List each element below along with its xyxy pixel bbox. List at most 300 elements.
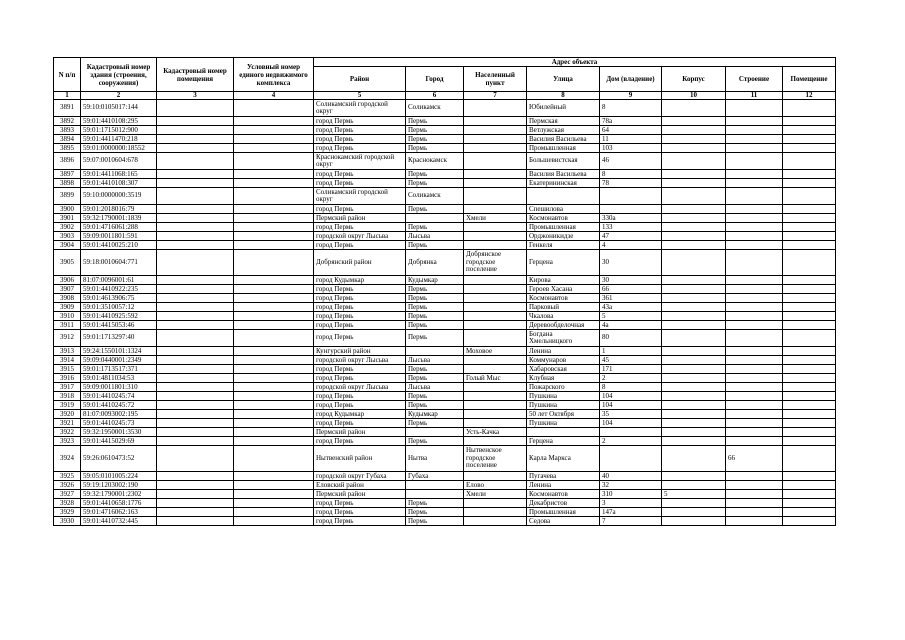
stroenie-cell <box>726 508 783 517</box>
kad-room-cell <box>157 276 234 285</box>
table-row <box>54 153 836 170</box>
gorod-cell: Краснокамск <box>406 153 464 170</box>
pomeshenie-cell <box>783 214 836 223</box>
rayon-cell: город Пермь <box>314 499 406 508</box>
pomeshenie-cell <box>783 428 836 437</box>
pomeshenie-cell <box>783 356 836 365</box>
ulica-cell: Юбилейный <box>527 100 600 117</box>
header-np: Населенный пункт <box>464 67 527 92</box>
rayon-cell: город Пермь <box>314 401 406 410</box>
stroenie-cell <box>726 232 783 241</box>
kad-room-cell <box>157 205 234 214</box>
rayon-cell: Пермский район <box>314 214 406 223</box>
np-cell <box>464 356 527 365</box>
col-number: 8 <box>527 92 600 100</box>
dom-cell: 104 <box>600 401 662 410</box>
row-number: 3917 <box>54 383 81 392</box>
row-number: 3906 <box>54 276 81 285</box>
table-row <box>54 276 836 285</box>
kad-room-cell <box>157 223 234 232</box>
kad-building-cell: 59:32:1790001:1839 <box>81 214 157 223</box>
pomeshenie-cell <box>783 205 836 214</box>
pomeshenie-cell <box>783 410 836 419</box>
dom-cell: 4а <box>600 321 662 330</box>
kad-room-cell <box>157 472 234 481</box>
np-cell: Моховое <box>464 347 527 356</box>
gorod-cell: Пермь <box>406 365 464 374</box>
pomeshenie-cell <box>783 365 836 374</box>
dom-cell <box>600 428 662 437</box>
korpus-cell <box>662 392 726 401</box>
dom-cell: 80 <box>600 330 662 347</box>
korpus-cell <box>662 356 726 365</box>
stroenie-cell <box>726 374 783 383</box>
col-number: 1 <box>54 92 81 100</box>
gorod-cell: Пермь <box>406 135 464 144</box>
np-cell <box>464 117 527 126</box>
dom-cell: 7 <box>600 517 662 526</box>
ulica-cell: Орджоникидзе <box>527 232 600 241</box>
np-cell <box>464 294 527 303</box>
pomeshenie-cell <box>783 419 836 428</box>
pomeshenie-cell <box>783 392 836 401</box>
kad-building-cell: 59:01:4410025:210 <box>81 241 157 250</box>
ulica-cell: Кирова <box>527 276 600 285</box>
table-row <box>54 428 836 437</box>
ulica-cell: Спешилова <box>527 205 600 214</box>
pomeshenie-cell <box>783 250 836 276</box>
stroenie-cell <box>726 276 783 285</box>
np-cell <box>464 508 527 517</box>
table-row <box>54 241 836 250</box>
gorod-cell: Пермь <box>406 117 464 126</box>
gorod-cell <box>406 347 464 356</box>
dom-cell: 8 <box>600 170 662 179</box>
gorod-cell <box>406 214 464 223</box>
header-kad-room: Кадастровый номер помещения <box>157 58 234 92</box>
row-number: 3918 <box>54 392 81 401</box>
ulica-cell: Седова <box>527 517 600 526</box>
korpus-cell <box>662 223 726 232</box>
ulica-cell: Промышленная <box>527 223 600 232</box>
korpus-cell <box>662 481 726 490</box>
dom-cell <box>600 446 662 472</box>
stroenie-cell <box>726 303 783 312</box>
korpus-cell <box>662 241 726 250</box>
cond-num-cell <box>234 401 314 410</box>
ulica-cell: Промышленная <box>527 144 600 153</box>
pomeshenie-cell <box>783 135 836 144</box>
table-row <box>54 365 836 374</box>
header-address: Адрес объекта <box>314 58 836 67</box>
ulica-cell: Пожарского <box>527 383 600 392</box>
rayon-cell: город Пермь <box>314 437 406 446</box>
kad-building-cell: 59:32:1950001:3530 <box>81 428 157 437</box>
cond-num-cell <box>234 347 314 356</box>
pomeshenie-cell <box>783 508 836 517</box>
gorod-cell: Нытва <box>406 446 464 472</box>
korpus-cell <box>662 135 726 144</box>
cond-num-cell <box>234 312 314 321</box>
ulica-cell: Декабристов <box>527 499 600 508</box>
header-stroenie: Строение <box>726 67 783 92</box>
gorod-cell: Пермь <box>406 401 464 410</box>
kad-room-cell <box>157 117 234 126</box>
pomeshenie-cell <box>783 188 836 205</box>
stroenie-cell <box>726 410 783 419</box>
korpus-cell <box>662 285 726 294</box>
ulica-cell: Пушкина <box>527 419 600 428</box>
pomeshenie-cell <box>783 347 836 356</box>
col-number: 3 <box>157 92 234 100</box>
kad-room-cell <box>157 312 234 321</box>
kad-building-cell: 59:07:0010604:678 <box>81 153 157 170</box>
korpus-cell <box>662 170 726 179</box>
gorod-cell: Пермь <box>406 374 464 383</box>
table-row <box>54 490 836 499</box>
stroenie-cell <box>726 365 783 374</box>
ulica-cell <box>527 188 600 205</box>
dom-cell: 11 <box>600 135 662 144</box>
pomeshenie-cell <box>783 285 836 294</box>
korpus-cell <box>662 428 726 437</box>
rayon-cell: город Пермь <box>314 223 406 232</box>
ulica-cell: Космонавтов <box>527 214 600 223</box>
stroenie-cell <box>726 144 783 153</box>
register-sheet <box>53 57 836 526</box>
rayon-cell: Соликамский городской округ <box>314 100 406 117</box>
dom-cell: 330а <box>600 214 662 223</box>
kad-room-cell <box>157 517 234 526</box>
kad-building-cell: 59:01:4613906:75 <box>81 294 157 303</box>
dom-cell: 40 <box>600 472 662 481</box>
korpus-cell <box>662 126 726 135</box>
rayon-cell: Пермский район <box>314 428 406 437</box>
kad-building-cell: 59:09:0440001:2349 <box>81 356 157 365</box>
pomeshenie-cell <box>783 153 836 170</box>
kad-room-cell <box>157 321 234 330</box>
kad-building-cell: 81:07:0096001:61 <box>81 276 157 285</box>
kad-building-cell: 59:01:4415029:69 <box>81 437 157 446</box>
np-cell: Елово <box>464 481 527 490</box>
korpus-cell <box>662 383 726 392</box>
korpus-cell <box>662 401 726 410</box>
kad-building-cell: 59:10:0000000:3519 <box>81 188 157 205</box>
dom-cell: 103 <box>600 144 662 153</box>
ulica-cell: Деревообделочная <box>527 321 600 330</box>
row-number: 3894 <box>54 135 81 144</box>
ulica-cell: Космонавтов <box>527 294 600 303</box>
table-row <box>54 285 836 294</box>
cond-num-cell <box>234 205 314 214</box>
stroenie-cell <box>726 100 783 117</box>
kad-building-cell: 59:01:4410245:72 <box>81 401 157 410</box>
kad-room-cell <box>157 126 234 135</box>
rayon-cell: городской округ Лысьва <box>314 383 406 392</box>
col-number: 4 <box>234 92 314 100</box>
table-row <box>54 188 836 205</box>
kad-building-cell: 59:01:4811034:53 <box>81 374 157 383</box>
cond-num-cell <box>234 481 314 490</box>
stroenie-cell <box>726 428 783 437</box>
header-dom: Дом (владение) <box>600 67 662 92</box>
kad-room-cell <box>157 374 234 383</box>
rayon-cell: город Пермь <box>314 117 406 126</box>
kad-room-cell <box>157 481 234 490</box>
kad-building-cell: 59:01:4716062:163 <box>81 508 157 517</box>
cond-num-cell <box>234 179 314 188</box>
row-number: 3903 <box>54 232 81 241</box>
kad-room-cell <box>157 347 234 356</box>
np-cell <box>464 276 527 285</box>
cond-num-cell <box>234 446 314 472</box>
stroenie-cell <box>726 294 783 303</box>
table-row <box>54 170 836 179</box>
dom-cell: 66 <box>600 285 662 294</box>
korpus-cell <box>662 347 726 356</box>
kad-room-cell <box>157 428 234 437</box>
np-cell <box>464 401 527 410</box>
korpus-cell <box>662 508 726 517</box>
kad-building-cell: 59:10:0105017:144 <box>81 100 157 117</box>
gorod-cell: Пермь <box>406 144 464 153</box>
rayon-cell: город Пермь <box>314 241 406 250</box>
ulica-cell: Клубная <box>527 374 600 383</box>
cond-num-cell <box>234 188 314 205</box>
col-number: 10 <box>662 92 726 100</box>
stroenie-cell <box>726 401 783 410</box>
rayon-cell: город Кудымкар <box>314 276 406 285</box>
row-number: 3910 <box>54 312 81 321</box>
kad-building-cell: 59:01:1713517:371 <box>81 365 157 374</box>
dom-cell: 4 <box>600 241 662 250</box>
dom-cell: 2 <box>600 437 662 446</box>
col-number: 5 <box>314 92 406 100</box>
pomeshenie-cell <box>783 303 836 312</box>
table-row <box>54 401 836 410</box>
cond-num-cell <box>234 241 314 250</box>
rayon-cell: Соликамский городской округ <box>314 188 406 205</box>
stroenie-cell <box>726 170 783 179</box>
gorod-cell: Пермь <box>406 205 464 214</box>
np-cell <box>464 126 527 135</box>
kad-room-cell <box>157 303 234 312</box>
stroenie-cell <box>726 179 783 188</box>
cond-num-cell <box>234 437 314 446</box>
gorod-cell <box>406 428 464 437</box>
stroenie-cell <box>726 356 783 365</box>
stroenie-cell <box>726 472 783 481</box>
rayon-cell: город Пермь <box>314 205 406 214</box>
ulica-cell: Промышленная <box>527 508 600 517</box>
rayon-cell: город Пермь <box>314 312 406 321</box>
np-cell <box>464 232 527 241</box>
pomeshenie-cell <box>783 276 836 285</box>
ulica-cell: Герцена <box>527 437 600 446</box>
row-number: 3925 <box>54 472 81 481</box>
kad-room-cell <box>157 241 234 250</box>
kad-building-cell: 59:01:4410245:74 <box>81 392 157 401</box>
kad-room-cell <box>157 508 234 517</box>
dom-cell: 45 <box>600 356 662 365</box>
row-number: 3892 <box>54 117 81 126</box>
table-row <box>54 179 836 188</box>
np-cell <box>464 205 527 214</box>
pomeshenie-cell <box>783 401 836 410</box>
kad-room-cell <box>157 179 234 188</box>
korpus-cell <box>662 472 726 481</box>
rayon-cell: город Пермь <box>314 179 406 188</box>
np-cell <box>464 472 527 481</box>
kad-building-cell: 59:24:1550101:1324 <box>81 347 157 356</box>
korpus-cell: 5 <box>662 490 726 499</box>
row-number: 3909 <box>54 303 81 312</box>
stroenie-cell <box>726 321 783 330</box>
stroenie-cell <box>726 383 783 392</box>
np-cell: Нытвенское городское поселение <box>464 446 527 472</box>
table-row <box>54 392 836 401</box>
cond-num-cell <box>234 144 314 153</box>
row-number: 3893 <box>54 126 81 135</box>
np-cell <box>464 285 527 294</box>
kad-room-cell <box>157 232 234 241</box>
kad-building-cell: 59:01:4411470:218 <box>81 135 157 144</box>
stroenie-cell <box>726 392 783 401</box>
table-row <box>54 232 836 241</box>
dom-cell: 32 <box>600 481 662 490</box>
np-cell <box>464 365 527 374</box>
cond-num-cell <box>234 153 314 170</box>
dom-cell: 1 <box>600 347 662 356</box>
kad-room-cell <box>157 188 234 205</box>
kad-room-cell <box>157 410 234 419</box>
korpus-cell <box>662 205 726 214</box>
cond-num-cell <box>234 330 314 347</box>
kad-building-cell: 59:01:4411068:165 <box>81 170 157 179</box>
gorod-cell: Кудымкар <box>406 276 464 285</box>
cond-num-cell <box>234 490 314 499</box>
dom-cell: 104 <box>600 392 662 401</box>
pomeshenie-cell <box>783 383 836 392</box>
cond-num-cell <box>234 214 314 223</box>
gorod-cell: Пермь <box>406 419 464 428</box>
gorod-cell <box>406 481 464 490</box>
pomeshenie-cell <box>783 330 836 347</box>
row-number: 3895 <box>54 144 81 153</box>
rayon-cell: город Пермь <box>314 374 406 383</box>
ulica-cell: Пушкина <box>527 401 600 410</box>
ulica-cell: Карла Маркса <box>527 446 600 472</box>
table-row <box>54 303 836 312</box>
kad-building-cell: 59:26:0610473:52 <box>81 446 157 472</box>
kad-room-cell <box>157 294 234 303</box>
rayon-cell: город Пермь <box>314 321 406 330</box>
np-cell <box>464 241 527 250</box>
rayon-cell: город Пермь <box>314 517 406 526</box>
rayon-cell: Еловский район <box>314 481 406 490</box>
cond-num-cell <box>234 365 314 374</box>
pomeshenie-cell <box>783 294 836 303</box>
table-row <box>54 330 836 347</box>
gorod-cell: Лысьва <box>406 356 464 365</box>
kad-building-cell: 59:01:3510057:12 <box>81 303 157 312</box>
rayon-cell: город Пермь <box>314 135 406 144</box>
kad-room-cell <box>157 330 234 347</box>
pomeshenie-cell <box>783 100 836 117</box>
dom-cell: 64 <box>600 126 662 135</box>
stroenie-cell <box>726 481 783 490</box>
gorod-cell: Пермь <box>406 499 464 508</box>
cond-num-cell <box>234 356 314 365</box>
kad-room-cell <box>157 170 234 179</box>
korpus-cell <box>662 294 726 303</box>
row-number: 3908 <box>54 294 81 303</box>
gorod-cell: Пермь <box>406 517 464 526</box>
pomeshenie-cell <box>783 481 836 490</box>
np-cell <box>464 303 527 312</box>
kad-room-cell <box>157 250 234 276</box>
np-cell <box>464 223 527 232</box>
kad-building-cell: 59:01:4410925:592 <box>81 312 157 321</box>
np-cell <box>464 144 527 153</box>
ulica-cell: Коммунаров <box>527 356 600 365</box>
cond-num-cell <box>234 428 314 437</box>
dom-cell: 8 <box>600 383 662 392</box>
table-row <box>54 312 836 321</box>
table-row <box>54 294 836 303</box>
kad-room-cell <box>157 285 234 294</box>
col-number: 6 <box>406 92 464 100</box>
row-number: 3911 <box>54 321 81 330</box>
stroenie-cell <box>726 312 783 321</box>
cond-num-cell <box>234 499 314 508</box>
cond-num-cell <box>234 392 314 401</box>
rayon-cell: Кунгурский район <box>314 347 406 356</box>
stroenie-cell <box>726 153 783 170</box>
korpus-cell <box>662 446 726 472</box>
ulica-cell: Екатерининская <box>527 179 600 188</box>
table-row <box>54 508 836 517</box>
kad-building-cell: 59:09:0011801:591 <box>81 232 157 241</box>
table-row <box>54 100 836 117</box>
kad-room-cell <box>157 365 234 374</box>
table-row <box>54 419 836 428</box>
table-row <box>54 135 836 144</box>
row-number: 3920 <box>54 410 81 419</box>
stroenie-cell <box>726 117 783 126</box>
stroenie-cell <box>726 241 783 250</box>
row-number: 3930 <box>54 517 81 526</box>
gorod-cell: Кудымкар <box>406 410 464 419</box>
table-row <box>54 383 836 392</box>
table-row <box>54 144 836 153</box>
table-row <box>54 126 836 135</box>
ulica-cell: Пушкина <box>527 392 600 401</box>
cond-num-cell <box>234 117 314 126</box>
table-row <box>54 437 836 446</box>
dom-cell: 47 <box>600 232 662 241</box>
cond-num-cell <box>234 303 314 312</box>
kad-building-cell: 59:01:4410732:445 <box>81 517 157 526</box>
table-row <box>54 321 836 330</box>
gorod-cell: Пермь <box>406 223 464 232</box>
rayon-cell: город Пермь <box>314 330 406 347</box>
kad-room-cell <box>157 356 234 365</box>
table-row <box>54 250 836 276</box>
np-cell <box>464 179 527 188</box>
rayon-cell: город Пермь <box>314 285 406 294</box>
gorod-cell: Пермь <box>406 330 464 347</box>
